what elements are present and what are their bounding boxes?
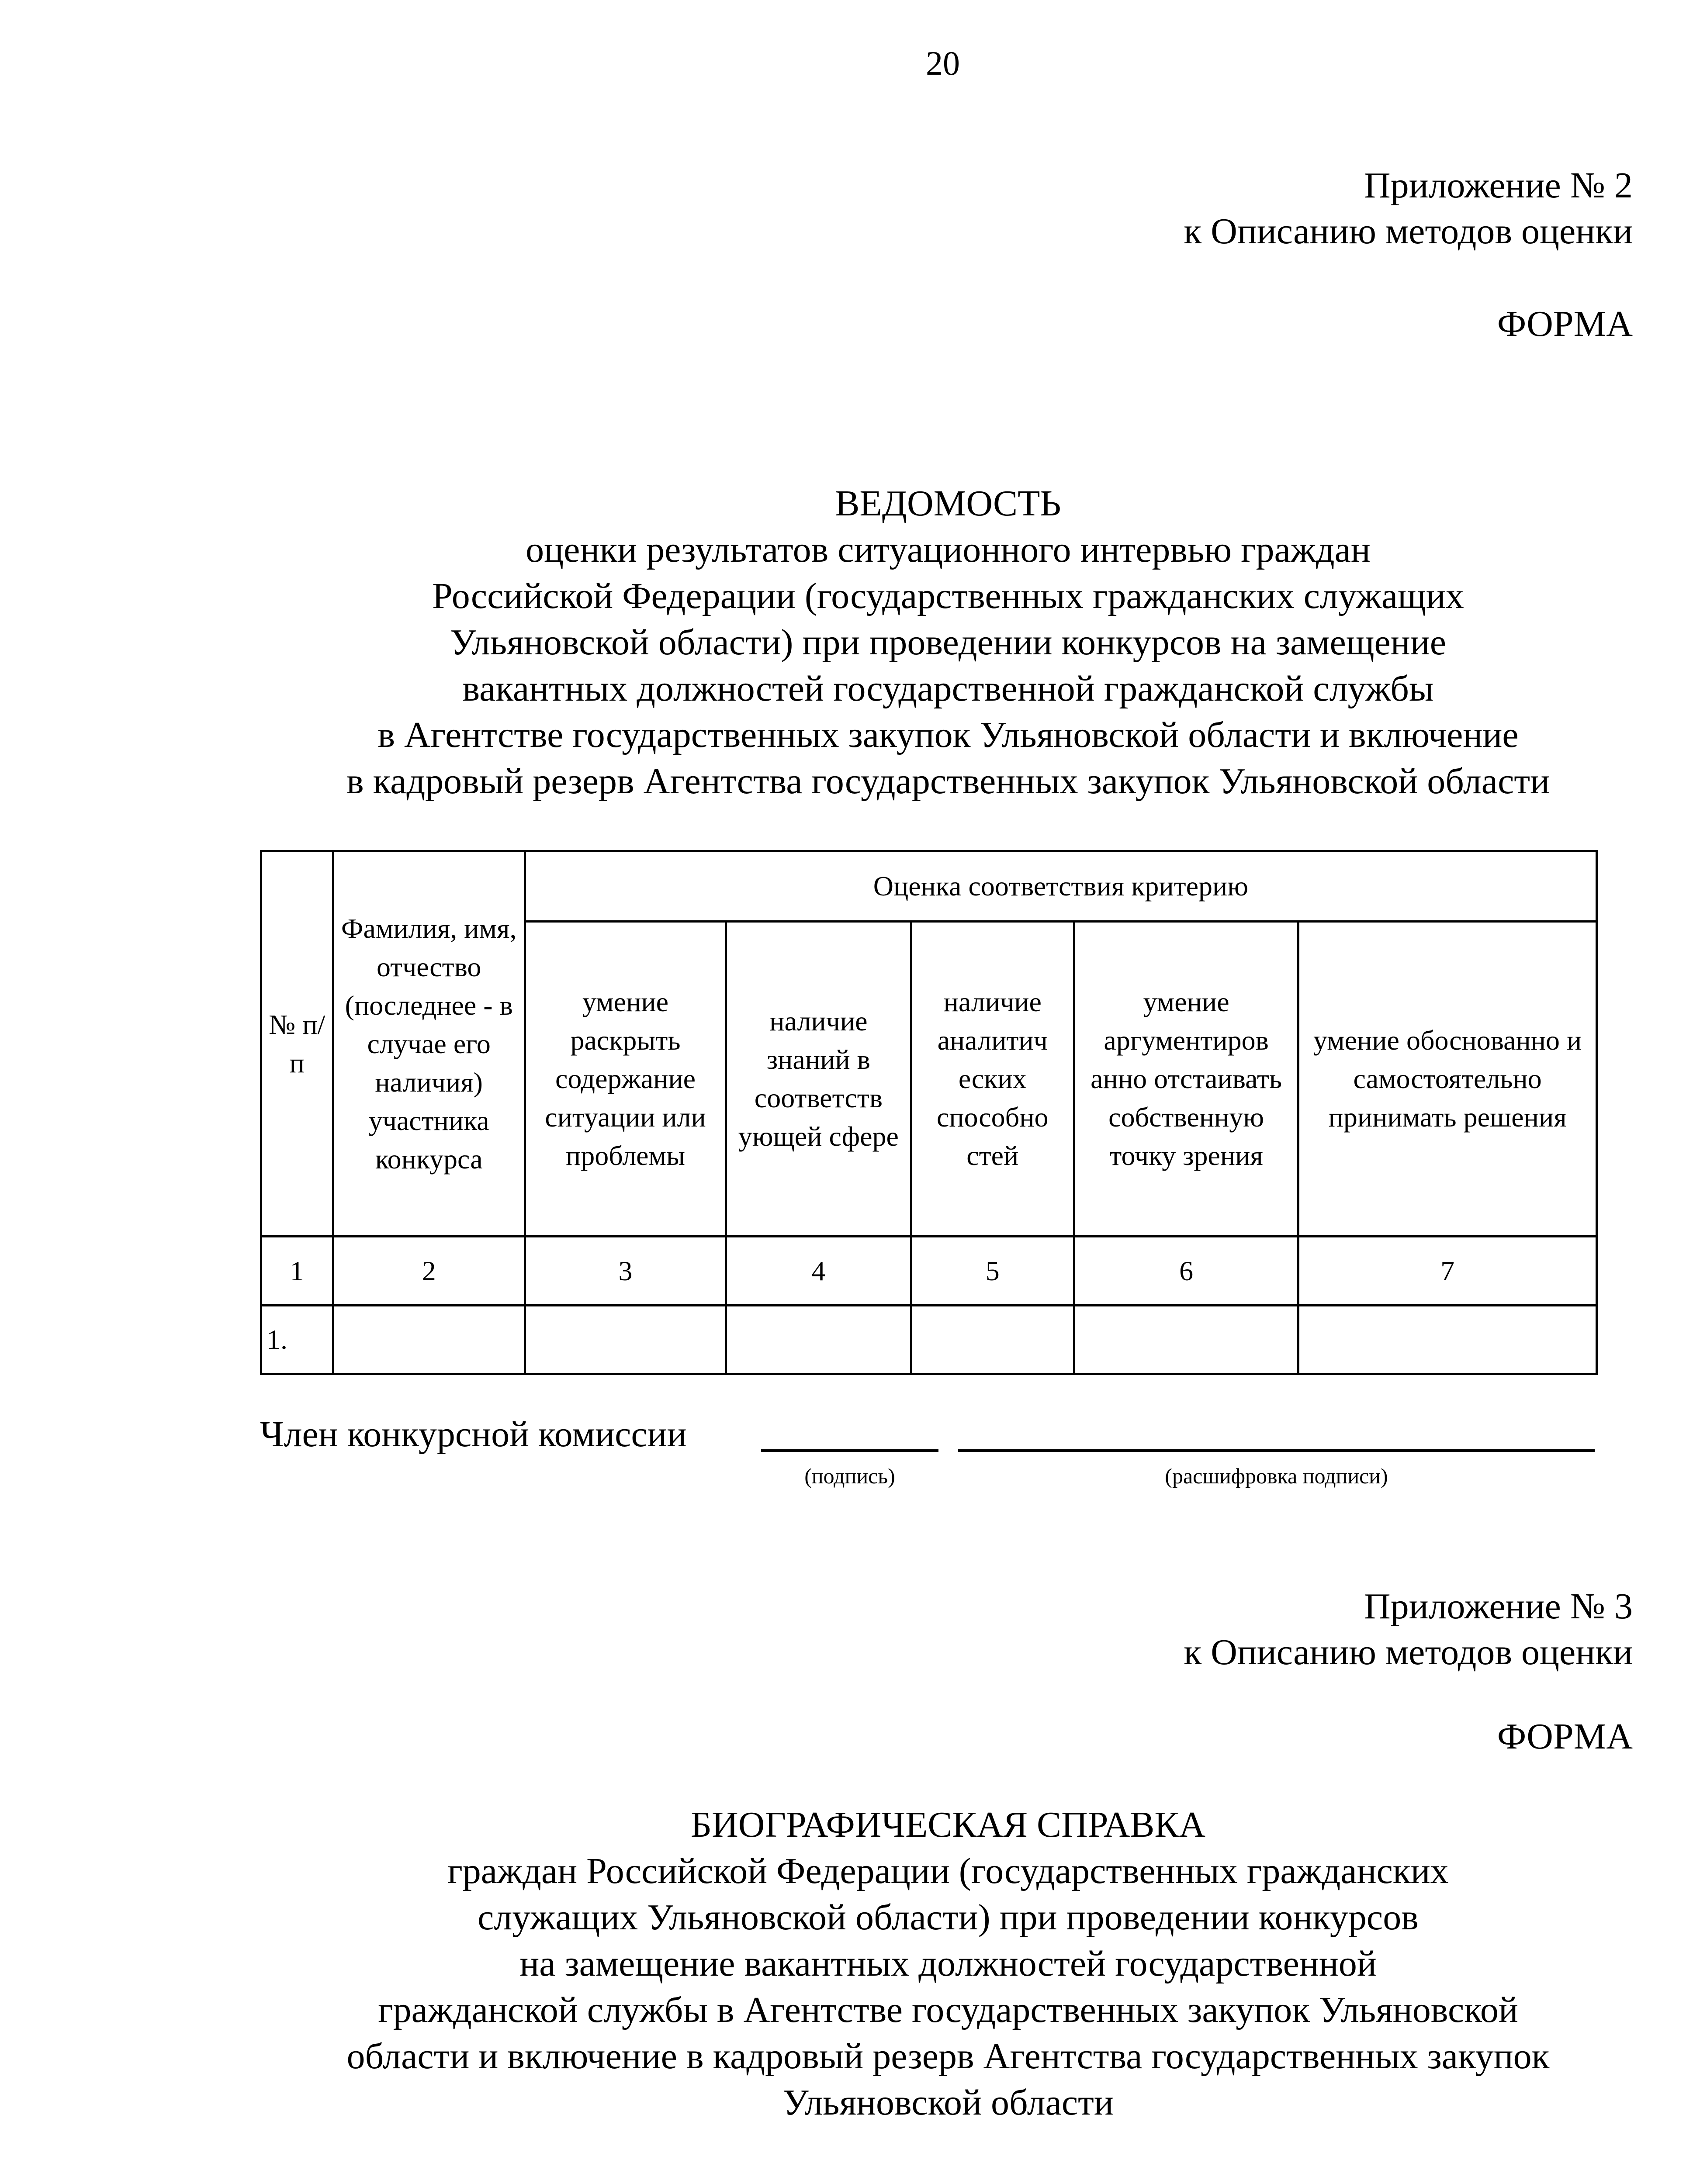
appendix3-subtitle-0: граждан Российской Федерации (государственных гражданских — [447, 1851, 1449, 1891]
appendix3-subtitle-4: области и включение в кадровый резерв Агентства государственных закупок — [346, 2036, 1550, 2077]
column-number: 3 — [525, 1237, 726, 1306]
appendix2-line2: к Описанию методов оценки — [1184, 211, 1633, 252]
signature-label: Член конкурсной комиссии — [260, 1414, 687, 1455]
appendix3-header — [1184, 1583, 1633, 1759]
appendix3-title: БИОГРАФИЧЕСКАЯ СПРАВКА — [690, 1804, 1206, 1845]
header-criteria-group: Оценка соответствия критерию — [525, 851, 1596, 922]
table-cell — [525, 1306, 726, 1374]
table-row — [261, 1306, 1597, 1374]
header-criterion-2: наличие знаний в соответств ующей сфере — [726, 922, 911, 1237]
table-cell — [333, 1306, 525, 1374]
appendix3-subtitle-2: на замещение вакантных должностей государственной — [519, 1943, 1377, 1984]
header-criterion-1: умение раскрыть содержание ситуации или проблемы — [525, 922, 726, 1237]
header-number: № п/п — [261, 851, 333, 1237]
appendix2-form: ФОРМА — [1497, 304, 1633, 344]
column-number: 1 — [261, 1237, 333, 1306]
appendix2-header — [1184, 162, 1633, 347]
appendix2-title: ВЕДОМОСТЬ — [835, 483, 1061, 524]
appendix2-subtitle-2: Ульяновской области) при проведении конкурсов на замещение — [450, 622, 1446, 663]
appendix2-title-block — [262, 480, 1634, 805]
appendix3-line1: Приложение № 3 — [1364, 1586, 1633, 1627]
appendix3-subtitle-5: Ульяновской области — [782, 2082, 1114, 2123]
table-cell — [911, 1306, 1074, 1374]
header-criterion-4: умение аргументиров анно отстаивать собственную точку зрения — [1074, 922, 1298, 1237]
table-cell — [1298, 1306, 1597, 1374]
assessment-table — [260, 850, 1598, 1375]
header-criterion-5: умение обоснованно и самостоятельно принимать решения — [1298, 922, 1597, 1237]
signature-line — [761, 1449, 938, 1452]
table-cell: 1. — [261, 1306, 333, 1374]
column-number: 2 — [333, 1237, 525, 1306]
table-cell — [726, 1306, 911, 1374]
signature-decode-caption: (расшифровка подписи) — [1165, 1464, 1388, 1488]
appendix2-line1: Приложение № 2 — [1364, 165, 1633, 206]
appendix2-subtitle-0: оценки результатов ситуационного интервью граждан — [526, 529, 1371, 570]
appendix2-subtitle-1: Российской Федерации (государственных гражданских служащих — [432, 576, 1464, 616]
header-full-name: Фамилия, имя, отчество (последнее - в случае его наличия) участника конкурса — [333, 851, 525, 1237]
appendix3-title-block — [262, 1802, 1634, 2126]
appendix3-subtitle-3: гражданской службы в Агентстве государственных закупок Ульяновской — [378, 1990, 1518, 2030]
page-number: 20 — [926, 44, 960, 82]
signature-caption: (подпись) — [804, 1464, 895, 1488]
appendix2-subtitle-4: в Агентстве государственных закупок Ульяновской области и включение — [377, 715, 1519, 755]
column-number: 7 — [1298, 1237, 1597, 1306]
appendix2-subtitle-5: в кадровый резерв Агентства государственных закупок Ульяновской области — [346, 761, 1550, 802]
appendix2-subtitle-3: вакантных должностей государственной гражданской службы — [462, 668, 1434, 709]
appendix3-form: ФОРМА — [1497, 1716, 1633, 1757]
header-criterion-3: наличие аналитич еских способно стей — [911, 922, 1074, 1237]
signature-decode-line — [958, 1449, 1595, 1452]
appendix3-subtitle-1: служащих Ульяновской области) при проведении конкурсов — [478, 1897, 1419, 1938]
column-number: 4 — [726, 1237, 911, 1306]
appendix3-line2: к Описанию методов оценки — [1184, 1632, 1633, 1673]
table-cell — [1074, 1306, 1298, 1374]
column-number: 5 — [911, 1237, 1074, 1306]
column-number: 6 — [1074, 1237, 1298, 1306]
column-numbers-row — [261, 1237, 1597, 1306]
